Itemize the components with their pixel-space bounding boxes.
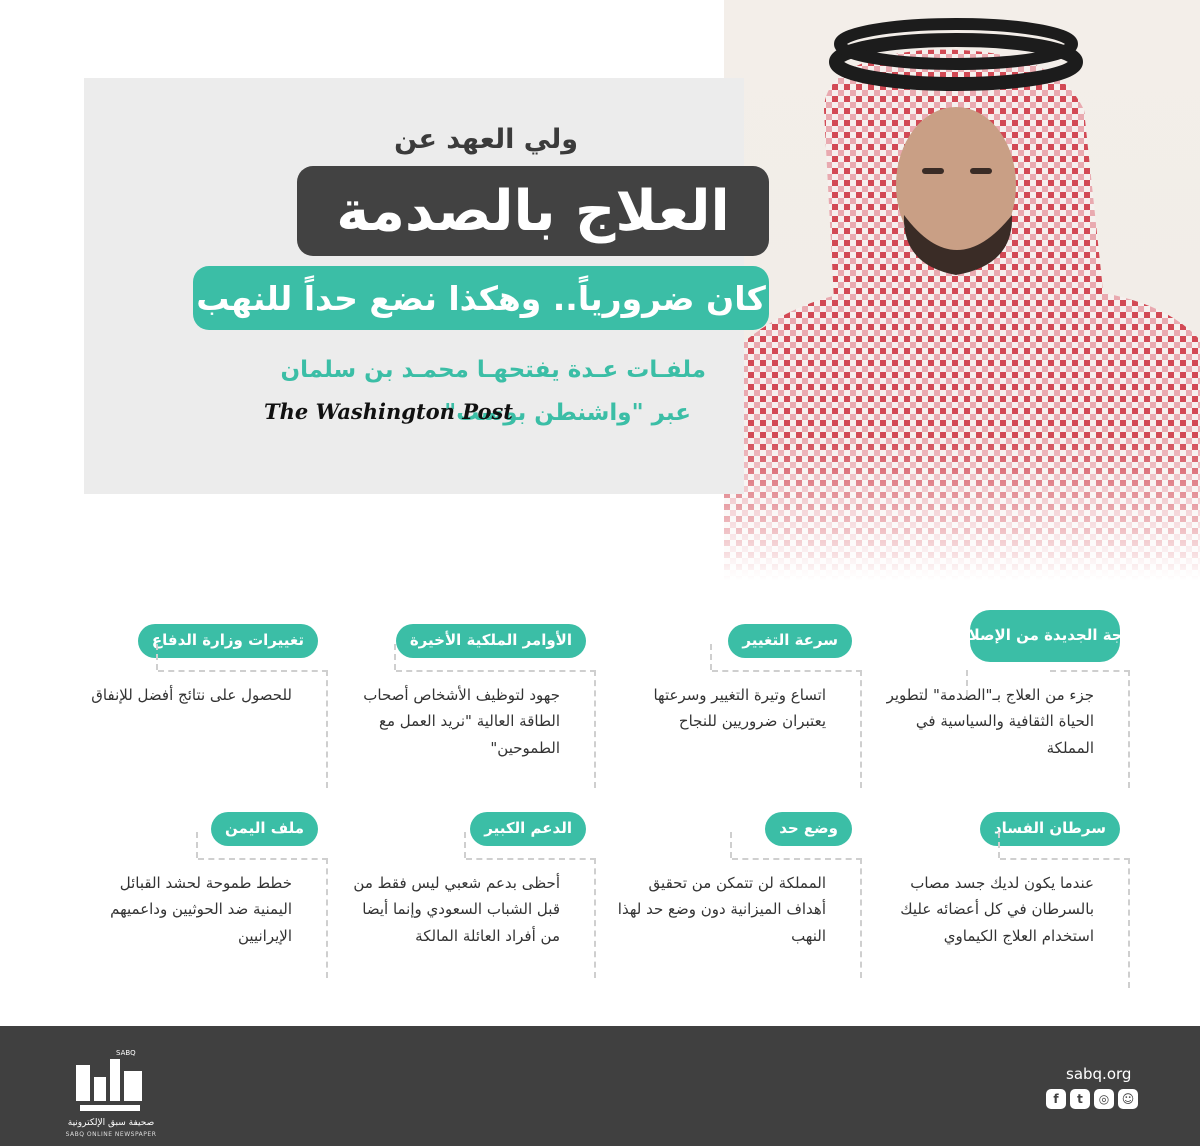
logo-arabic-text: صحيفة سبق الإلكترونية <box>67 1118 155 1128</box>
card-defense-ministry <box>78 624 328 794</box>
card-title: الأوامر الملكية الأخيرة <box>396 624 586 658</box>
card-speed-of-change <box>612 624 862 794</box>
card-text: المملكة لن تتمكن من تحقيق أهداف الميزانية دون وضع حد لهذا النهب <box>617 874 826 945</box>
card-title: سرعة التغيير <box>728 624 852 658</box>
card-royal-orders <box>346 624 596 794</box>
snapchat-icon[interactable]: ☺ <box>1118 1089 1138 1109</box>
card-text: عندما يكون لديك جسد مصاب بالسرطان في كل أعضائه عليك استخدام العلاج الكيماوي <box>900 874 1094 945</box>
hero-subline-via: عبر "واشنطن بوست" <box>444 400 691 426</box>
card-text: اتساع وتيرة التغيير وسرعتها يعتبران ضروريين للنجاح <box>653 686 826 731</box>
social-icons <box>1046 1089 1138 1109</box>
card-title: وضع حد <box>765 812 852 846</box>
headline-main: العلاج بالصدمة <box>297 166 769 256</box>
card-text: أحظى بدعم شعبي ليس فقط من قبل الشباب السعودي وإنما أيضا من أفراد العائلة المالكة <box>353 874 560 945</box>
card-title: تغييرات وزارة الدفاع <box>138 624 318 658</box>
facebook-icon[interactable]: f <box>1046 1089 1066 1109</box>
card-text: جزء من العلاج بـ"الصدمة" لتطوير الحياة الثقافية والسياسية في المملكة <box>886 686 1094 757</box>
footer <box>0 1026 1200 1146</box>
headline-intro: ولي العهد عن <box>394 124 578 155</box>
crown-prince-photo <box>724 0 1200 580</box>
card-title: الدعم الكبير <box>470 812 586 846</box>
washington-post-logo: The Washington Post <box>264 399 513 424</box>
card-text: جهود لتوظيف الأشخاص أصحاب الطاقة العالية "نريد العمل مع الطموحين" <box>363 686 560 757</box>
instagram-icon[interactable]: ◎ <box>1094 1089 1114 1109</box>
twitter-icon[interactable]: t <box>1070 1089 1090 1109</box>
card-title: سرطان الفساد <box>980 812 1120 846</box>
logo-english-text: SABQ ONLINE NEWSPAPER <box>65 1131 157 1138</box>
card-title: ملف اليمن <box>211 812 318 846</box>
card-put-an-end <box>612 812 862 982</box>
site-url[interactable]: sabq.org <box>1066 1065 1132 1083</box>
card-reforms <box>880 624 1153 794</box>
card-text: للحصول على نتائج أفضل للإنفاق <box>91 686 292 704</box>
card-text: خطط طموحة لحشد القبائل اليمنية ضد الحوثيين وداعميهم الإيرانيين <box>110 874 292 945</box>
card-title: الموجة الجديدة من الإصلاحات <box>970 610 1120 662</box>
hero-subline-files: ملفـات عـدة يفتحهـا محمـد بن سلمان <box>280 357 706 383</box>
card-yemen-file <box>78 812 328 982</box>
logo-small-text: SABQ <box>116 1049 136 1057</box>
card-corruption-cancer <box>880 812 1130 982</box>
card-big-support <box>346 812 596 982</box>
headline-sub: كان ضرورياً.. وهكذا نضع حداً للنهب <box>193 266 769 330</box>
